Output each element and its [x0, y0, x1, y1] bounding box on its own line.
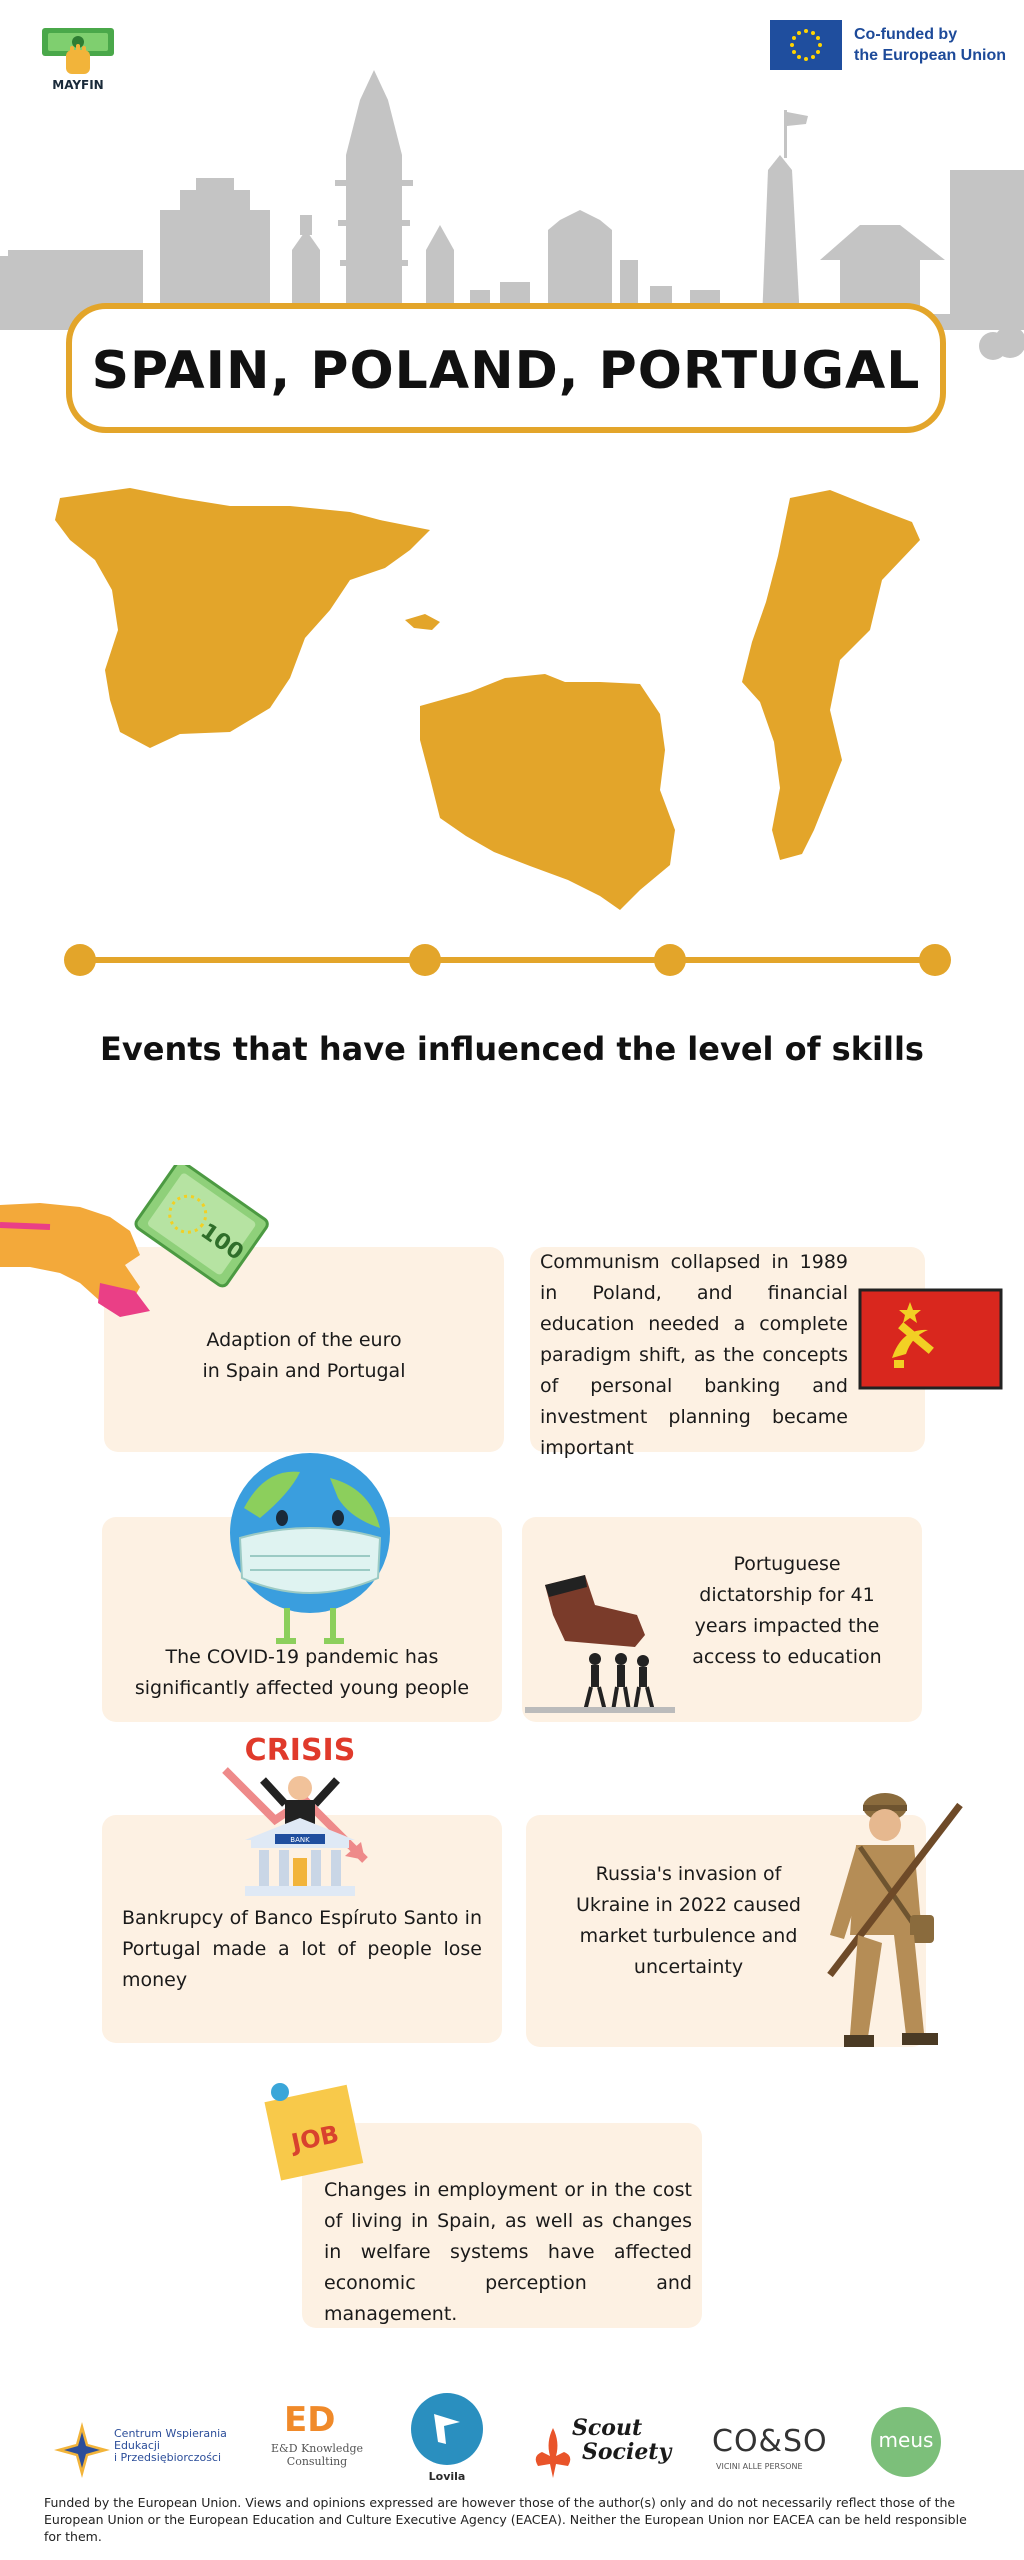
scout-line2: Society [582, 2439, 672, 2465]
eu-text-line2: the European Union [854, 47, 1006, 64]
russia-card-line1: Russia's invasion of [595, 1863, 782, 1885]
title-banner [66, 303, 946, 433]
mayfin-logo-text: MAYFIN [52, 78, 104, 92]
spain-map-shape [55, 488, 430, 748]
bank-label: BANK [290, 1836, 310, 1844]
eu-text-line1: Co-funded by [854, 26, 958, 43]
scout-line1: Scout [572, 2415, 643, 2441]
coso-logo-text: CO&SO [712, 2424, 828, 2459]
centrum-line3: i Przedsiębiorczości [114, 2451, 222, 2464]
meus-logo-text: meus [878, 2428, 934, 2452]
timeline-dot [409, 944, 441, 976]
timeline-bar [60, 940, 970, 980]
communism-card-text: Communism collapsed in 1989 in Poland, and financial education needed a complete paradigm shift, as the concepts of personal banking and investment planning became important [540, 1251, 848, 1459]
events-heading: Events that have influenced the level of skills [100, 1030, 924, 1068]
country-maps-illustration [0, 470, 1024, 950]
balearic-islands-shape [405, 614, 440, 630]
scout-fleur-de-lis-icon [530, 2426, 576, 2480]
covid-card-line2: significantly affected young people [134, 1677, 470, 1699]
portugal-card-line1: Portuguese [733, 1553, 841, 1575]
ed-logo-text [262, 2442, 372, 2468]
centrum-line2: Edukacji [114, 2439, 160, 2452]
partner-logos [0, 2380, 1024, 2490]
russia-card-line3: market turbulence and [579, 1925, 798, 1947]
job-card-text: Changes in employment or in the cost of living in Spain, as well as changes in welfare systems have affected economic perception and management. [324, 2179, 692, 2325]
ed-line1: E&D Knowledge [270, 2442, 364, 2455]
banknote-label: 100 [195, 1218, 248, 1266]
scout-logo-text [572, 2416, 671, 2464]
sad-earth-with-mask-icon [220, 1448, 400, 1648]
funding-disclaimer: Funded by the European Union. Views and opinions expressed are however those of the author(s) only and do not necessarily reflect those of the European Union or the European Education and Culture Executive Agency (EACEA). Neither the European Union nor EACEA can be held responsible for them. [44, 2495, 967, 2544]
crisis-bank-icon [215, 1730, 390, 1905]
lovila-logo-icon [410, 2392, 484, 2466]
job-sticky-note-icon [262, 2078, 372, 2188]
bes-card-text: Bankrupcy of Banco Espíruto Santo in Portugal made a lot of people lose money [122, 1907, 482, 1991]
covid-card-line1: The COVID-19 pandemic has [165, 1646, 439, 1668]
job-label: JOB [288, 2119, 342, 2158]
timeline-dot [654, 944, 686, 976]
ed-logo-mark: ED [284, 2400, 336, 2440]
soviet-flag-icon [858, 1288, 1003, 1390]
page-title: SPAIN, POLAND, PORTUGAL [91, 341, 921, 401]
coso-logo-subtext: VICINI ALLE PERSONE [716, 2462, 803, 2471]
crisis-label: CRISIS [244, 1733, 356, 1768]
portugal-card-line2: dictatorship for 41 [699, 1584, 875, 1606]
soldier-icon [810, 1785, 970, 2060]
portugal-card-line3: years impacted the [694, 1615, 880, 1637]
timeline-dot [64, 944, 96, 976]
portugal-map-shape [742, 490, 920, 860]
euro-card-line2: in Spain and Portugal [202, 1360, 406, 1382]
euro-card-line1: Adaption of the euro [206, 1329, 402, 1351]
hand-with-banknote-icon [0, 1165, 280, 1325]
centrum-logo-icon [52, 2420, 112, 2480]
centrum-line1: Centrum Wspierania [114, 2427, 227, 2440]
centrum-logo-text [114, 2428, 227, 2464]
ed-line2: Consulting [286, 2455, 348, 2468]
boot-crushing-people-icon [525, 1575, 675, 1715]
poland-map-shape [420, 674, 675, 910]
russia-card-line2: Ukraine in 2022 caused [576, 1894, 801, 1916]
russia-card-line4: uncertainty [633, 1956, 744, 1978]
timeline-dot [919, 944, 951, 976]
portugal-card-line4: access to education [692, 1646, 882, 1668]
lovila-logo-text: Lovila [428, 2470, 466, 2483]
